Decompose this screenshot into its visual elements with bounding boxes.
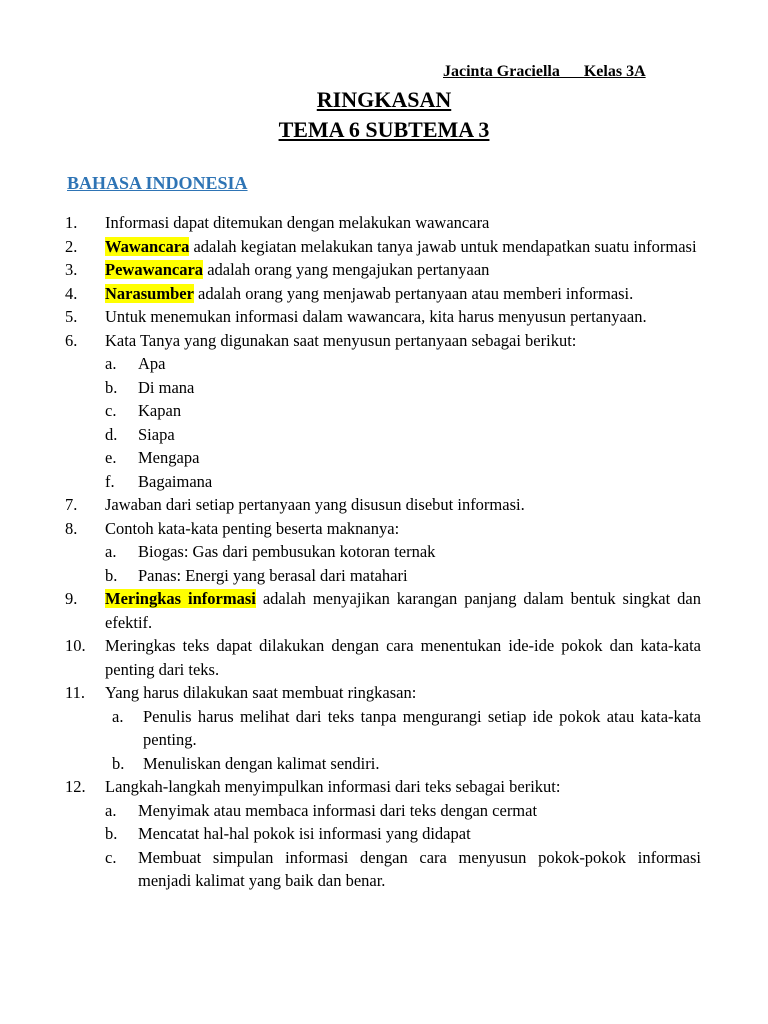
sub-list-item xyxy=(105,470,701,494)
item-text: Informasi dapat ditemukan dengan melakukan wawancara xyxy=(105,213,490,232)
sub-list-item xyxy=(105,376,701,400)
sub-item-letter: f. xyxy=(105,471,115,491)
item-number: 5. xyxy=(65,307,78,326)
sub-item-letter: e. xyxy=(105,448,117,467)
sub-list-item xyxy=(105,352,701,376)
item-text: adalah orang yang mengajukan pertanyaan xyxy=(203,260,490,279)
sub-list-item xyxy=(105,705,701,752)
sub-item-text: Mencatat hal-hal pokok isi informasi yang didapat xyxy=(138,824,471,843)
item-number: 7. xyxy=(65,495,78,514)
item-number: 8. xyxy=(65,518,78,538)
item-text: Jawaban dari setiap pertanyaan yang disusun disebut informasi. xyxy=(105,495,525,514)
sub-item-text: Biogas: Gas dari pembusukan kotoran ternak xyxy=(138,542,436,561)
item-text: Untuk menemukan informasi dalam wawancara, kita harus menyusun pertanyaan. xyxy=(105,307,647,326)
list-item xyxy=(65,258,701,282)
list-item xyxy=(65,587,701,634)
item-number: 2. xyxy=(65,236,78,256)
section-heading: BAHASA INDONESIA xyxy=(67,173,248,193)
sub-item-letter: b. xyxy=(112,753,125,773)
sub-item-letter: c. xyxy=(105,847,117,867)
sub-list-item xyxy=(105,564,701,588)
item-number: 10. xyxy=(65,636,86,655)
sub-list xyxy=(105,540,701,587)
item-text: Langkah-langkah menyimpulkan informasi dari teks sebagai berikut: xyxy=(105,777,561,796)
item-number: 11. xyxy=(65,683,86,702)
sub-item-text: Siapa xyxy=(138,424,175,444)
item-text: adalah kegiatan melakukan tanya jawab untuk mendapatkan suatu informasi xyxy=(189,236,697,256)
sub-list xyxy=(105,705,701,776)
sub-item-text: Penulis harus melihat dari teks tanpa mengurangi setiap ide pokok atau kata-kata penting. xyxy=(143,706,701,749)
sub-list-item xyxy=(105,446,701,470)
list-item xyxy=(65,305,701,329)
item-number: 9. xyxy=(65,589,78,608)
list-item xyxy=(65,517,701,588)
item-number: 6. xyxy=(65,330,78,350)
sub-item-letter: d. xyxy=(105,424,118,444)
highlighted-term: Narasumber xyxy=(105,283,194,303)
sub-item-letter: a. xyxy=(105,542,117,561)
sub-item-text: Di mana xyxy=(138,377,195,397)
item-number: 3. xyxy=(65,260,78,279)
sub-item-letter: c. xyxy=(105,401,117,420)
list-item xyxy=(65,235,701,259)
sub-item-text: Panas: Energi yang berasal dari matahari xyxy=(138,565,408,585)
sub-item-letter: a. xyxy=(105,800,117,820)
list-item xyxy=(65,681,701,775)
sub-list-item xyxy=(105,846,701,893)
sub-item-letter: b. xyxy=(105,565,118,585)
item-text: Meringkas teks dapat dilakukan dengan cara menentukan ide-ide pokok dan kata-kata penting dari teks. xyxy=(105,636,701,679)
sub-list-item xyxy=(105,399,701,423)
item-number: 12. xyxy=(65,777,86,796)
sub-list-item xyxy=(105,752,701,776)
sub-item-letter: a. xyxy=(105,354,117,373)
sub-item-letter: a. xyxy=(112,706,124,726)
list-item xyxy=(65,775,701,893)
sub-item-letter: b. xyxy=(105,824,118,843)
highlighted-term: Pewawancara xyxy=(105,260,204,279)
sub-item-text: Kapan xyxy=(138,401,182,420)
sub-list-item xyxy=(105,822,701,846)
sub-item-text: Bagaimana xyxy=(138,471,213,491)
sub-list xyxy=(105,352,701,493)
summary-list xyxy=(65,211,701,893)
list-item xyxy=(65,329,701,494)
sub-item-letter: b. xyxy=(105,377,118,397)
list-item xyxy=(65,282,701,306)
sub-list xyxy=(105,799,701,893)
item-number: 1. xyxy=(65,213,78,232)
item-number: 4. xyxy=(65,283,78,303)
sub-item-text: Mengapa xyxy=(138,448,200,467)
sub-item-text: Menuliskan dengan kalimat sendiri. xyxy=(143,753,380,773)
item-text: adalah orang yang menjawab pertanyaan atau memberi informasi. xyxy=(193,283,634,303)
item-text: Contoh kata-kata penting beserta maknanya: xyxy=(105,518,400,538)
sub-item-text: Menyimak atau membaca informasi dari teks dengan cermat xyxy=(138,800,538,820)
page-subtitle: TEMA 6 SUBTEMA 3 xyxy=(278,117,490,142)
item-text: adalah menyajikan karangan panjang dalam bentuk singkat dan efektif. xyxy=(105,589,701,632)
item-text: Kata Tanya yang digunakan saat menyusun pertanyaan sebagai berikut: xyxy=(105,330,577,350)
sub-item-text: Membuat simpulan informasi dengan cara menyusun pokok-pokok informasi menjadi kalimat yang baik dan benar. xyxy=(138,847,701,890)
highlighted-term: Meringkas informasi xyxy=(105,589,256,608)
sub-item-text: Apa xyxy=(138,354,166,373)
sub-list-item xyxy=(105,540,701,564)
highlighted-term: Wawancara xyxy=(105,236,190,256)
author-class-line: Jacinta Graciella Kelas 3A xyxy=(443,63,646,80)
sub-list-item xyxy=(105,799,701,823)
page-title: RINGKASAN xyxy=(316,87,452,112)
sub-list-item xyxy=(105,423,701,447)
list-item xyxy=(65,493,701,517)
list-item xyxy=(65,211,701,235)
item-text: Yang harus dilakukan saat membuat ringkasan: xyxy=(105,683,417,702)
list-item xyxy=(65,634,701,681)
